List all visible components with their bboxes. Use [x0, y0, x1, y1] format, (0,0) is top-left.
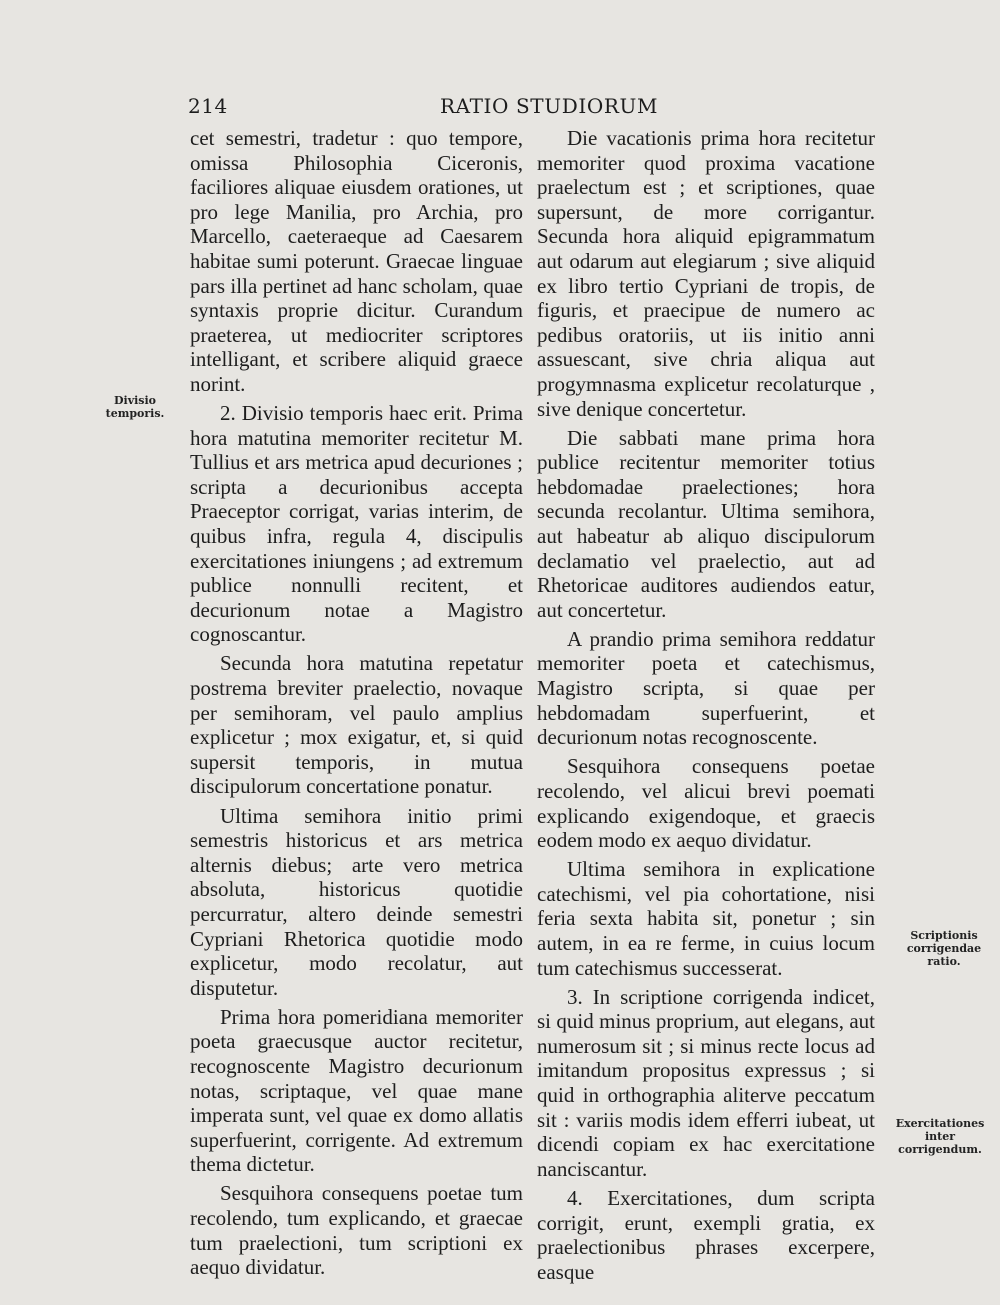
margin-note-line: ratio.	[927, 955, 961, 968]
paragraph: Prima hora pomeridiana memoriter poeta graecusque auctor recitetur, recognoscente Magistro decurionum notas, scriptaque, vel quae mane imperata sunt, vel quae ex domo allatis superfuerint, corrigente. Ad extremum thema dictetur.	[190, 1004, 523, 1177]
running-title: RATIO STUDIORUM	[440, 94, 659, 118]
paragraph: Ultima semihora in explicatione catechismi, vel pia cohortatione, nisi feria sexta habita sit, ponetur ; sin autem, in ea re ferme, in cuius locum tum catechismus successerat.	[537, 857, 875, 980]
margin-note-line: corrigendae	[906, 942, 982, 955]
paragraph: cet semestri, tradetur : quo tempore, omissa Philosophia Ciceronis, faciliores aliquae eiusdem orationes, ut pro lege Manilia, pro Archia, pro Marcello, caeteraeque ad Caesarem habitae sumi poterunt. Graecae linguae pars illa pertinet ad hanc scholam, quae syntaxis proprie dicitur. Curandum praeterea, ut mediocriter scriptores intelligant, et scribere aliquid graece norint.	[190, 126, 523, 396]
paragraph: Sesquihora consequens poetae recolendo, vel alicui brevi poemati explicando exigendoque, et graecis eodem modo ex aequo dividatur.	[537, 754, 875, 853]
right-text-column	[537, 126, 875, 1289]
paragraph: 3. In scriptione corrigenda indicet, si quid minus proprium, aut elegans, aut numerosum sit ; si minus recte locus ad imitandum propositus expressus ; si quid in orthographia aliterve peccatum sit : variis modis idem efferri iubeat, ut dicendi copiam ex hac exercitatione nanciscantur.	[537, 984, 875, 1181]
margin-note-line: Exercitationes	[895, 1117, 985, 1130]
paragraph: Die sabbati mane prima hora publice recitentur memoriter totius hebdomadae praelectiones; hora secunda recolantur. Ultima semihora, aut habeatur ab aliquo discipulorum declamatio vel praelectio, aut ad Rhetoricae auditores audiendos eatur, aut concertetur.	[537, 425, 875, 622]
paragraph: Die vacationis prima hora recitetur memoriter quod proxima vacatione praelectum est ; et scriptiones, quae supersunt, de more corrigantur. Secunda hora aliquid epigrammatum aut odarum aut elegiarum ; sive aliquid ex libro tertio Cypriani de tropis, de figuris, et praecipue de numero ac pedibus oratoriis, ut iis initio anni assuescant, sive chria aliqua aut progymnasma explicetur recolaturque , sive denique concertetur.	[537, 126, 875, 421]
margin-note-exercitationes	[890, 1117, 990, 1156]
margin-note-line: inter	[924, 1130, 956, 1143]
paragraph: 2. Divisio temporis haec erit. Prima hora matutina memoriter recitetur M. Tullius et ars metrica apud decuriones ; scripta a decurionibus accepta Praeceptor corrigat, varias interim, de quibus infra, regula 4, discipulis exercitationes iniungens ; ad extremum publice nonnulli recitent, et decurionum notae a Magistro cognoscantur.	[190, 401, 523, 647]
left-text-column	[190, 126, 523, 1284]
margin-note-line: Divisio	[114, 394, 156, 407]
margin-note-divisio	[100, 394, 170, 420]
paragraph: Secunda hora matutina repetatur postrema breviter praelectio, novaque per semihoram, vel paulo amplius explicetur ; mox exigatur, et, si quid supersit temporis, in mutua discipulorum concertatione ponatur.	[190, 651, 523, 799]
paragraph: Sesquihora consequens poetae tum recolendo, tum explicando, et graecae tum praelectioni, tum scriptioni ex aequo dividatur.	[190, 1181, 523, 1280]
paragraph: 4. Exercitationes, dum scripta corrigit, erunt, exempli gratia, ex praelectionibus phrases excerpere, easque	[537, 1185, 875, 1284]
paragraph: Ultima semihora initio primi semestris historicus et ars metrica alternis diebus; arte vero metrica absoluta, historicus quotidie percurratur, altero deinde semestri Cypriani Rhetorica quotidie modo explicetur, modo recolatur, aut disputetur.	[190, 803, 523, 1000]
page-number: 214	[188, 94, 228, 118]
margin-note-line: corrigendum.	[898, 1143, 982, 1156]
margin-note-line: temporis.	[105, 407, 165, 420]
paragraph: A prandio prima semihora reddatur memoriter poeta et catechismus, Magistro scripta, si quae per hebdomadam superfuerint, et decurionum notas recognoscente.	[537, 626, 875, 750]
margin-note-line: Scriptionis	[910, 929, 978, 942]
margin-note-scriptionis	[905, 929, 983, 968]
